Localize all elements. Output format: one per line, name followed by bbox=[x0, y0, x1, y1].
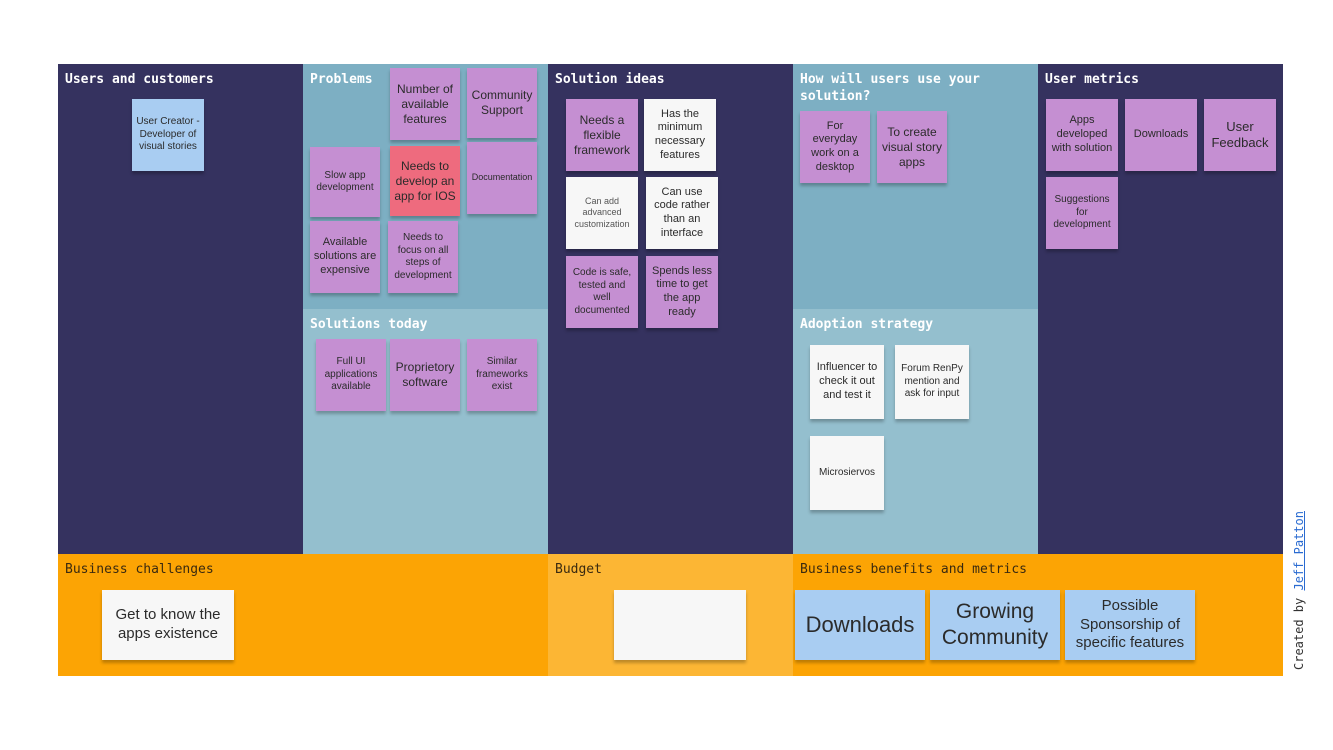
sticky-note[interactable]: Microsiervos bbox=[810, 436, 884, 510]
sticky-note[interactable]: Needs to focus on all steps of development bbox=[388, 221, 458, 293]
panel-title: Budget bbox=[555, 562, 602, 577]
sticky-note[interactable]: Can use code rather than an interface bbox=[646, 177, 718, 249]
sticky-note[interactable]: User Feedback bbox=[1204, 99, 1276, 171]
sticky-note[interactable]: To create visual story apps bbox=[877, 111, 947, 183]
panel-title: Solution ideas bbox=[555, 72, 665, 87]
sticky-note[interactable]: Needs to develop an app for IOS bbox=[390, 146, 460, 216]
credit-label bbox=[1292, 511, 1306, 670]
sticky-note[interactable]: Has the minimum necessary features bbox=[644, 99, 716, 171]
sticky-note[interactable]: Number of available features bbox=[390, 68, 460, 140]
sticky-note[interactable] bbox=[614, 590, 746, 660]
panel-budget bbox=[548, 554, 793, 676]
sticky-note[interactable]: Available solutions are expensive bbox=[310, 221, 380, 293]
sticky-note[interactable]: Forum RenPy mention and ask for input bbox=[895, 345, 969, 419]
sticky-note[interactable]: Get to know the apps existence bbox=[102, 590, 234, 660]
panel-user-metrics bbox=[1038, 64, 1283, 554]
panel-adoption-strategy bbox=[793, 309, 1038, 554]
credit-prefix: Created by bbox=[1292, 597, 1306, 670]
sticky-note[interactable]: Proprietory software bbox=[390, 339, 460, 411]
sticky-note[interactable]: User Creator -Developer of visual stories bbox=[132, 99, 204, 171]
panel-title: Solutions today bbox=[310, 317, 428, 332]
panel-business-benefits bbox=[793, 554, 1283, 676]
sticky-note[interactable]: Can add advanced customization bbox=[566, 177, 638, 249]
sticky-note[interactable]: Downloads bbox=[795, 590, 925, 660]
author-link[interactable]: Jeff Patton bbox=[1292, 511, 1306, 591]
panel-solution-ideas bbox=[548, 64, 793, 554]
panel-title: Business benefits and metrics bbox=[800, 562, 1027, 577]
panel-title: Problems bbox=[310, 72, 373, 87]
panel-problems bbox=[303, 64, 548, 309]
sticky-note[interactable]: Community Support bbox=[467, 68, 537, 138]
sticky-note[interactable]: Downloads bbox=[1125, 99, 1197, 171]
sticky-note[interactable]: Similar frameworks exist bbox=[467, 339, 537, 411]
lean-ux-canvas bbox=[58, 64, 1283, 676]
panel-solutions-today bbox=[303, 309, 548, 554]
panel-title: How will users use your solution? bbox=[800, 72, 981, 104]
panel-business-challenges bbox=[58, 554, 548, 676]
panel-title: Adoption strategy bbox=[800, 317, 934, 332]
panel-users-customers bbox=[58, 64, 303, 554]
panel-title: Users and customers bbox=[65, 72, 214, 87]
sticky-note[interactable]: Needs a flexible framework bbox=[566, 99, 638, 171]
sticky-note[interactable]: Slow app development bbox=[310, 147, 380, 217]
sticky-note[interactable]: Suggestions for development bbox=[1046, 177, 1118, 249]
sticky-note[interactable]: For everyday work on a desktop bbox=[800, 111, 870, 183]
sticky-note[interactable]: Spends less time to get the app ready bbox=[646, 256, 718, 328]
panel-how-users-use bbox=[793, 64, 1038, 309]
panel-title: User metrics bbox=[1045, 72, 1139, 87]
sticky-note[interactable]: Full UI applications available bbox=[316, 339, 386, 411]
panel-title: Business challenges bbox=[65, 562, 214, 577]
sticky-note[interactable]: Growing Community bbox=[930, 590, 1060, 660]
sticky-note[interactable]: Code is safe, tested and well documented bbox=[566, 256, 638, 328]
sticky-note[interactable]: Documentation bbox=[467, 142, 537, 214]
sticky-note[interactable]: Influencer to check it out and test it bbox=[810, 345, 884, 419]
sticky-note[interactable]: Apps developed with solution bbox=[1046, 99, 1118, 171]
sticky-note[interactable]: Possible Sponsorship of specific features bbox=[1065, 590, 1195, 660]
